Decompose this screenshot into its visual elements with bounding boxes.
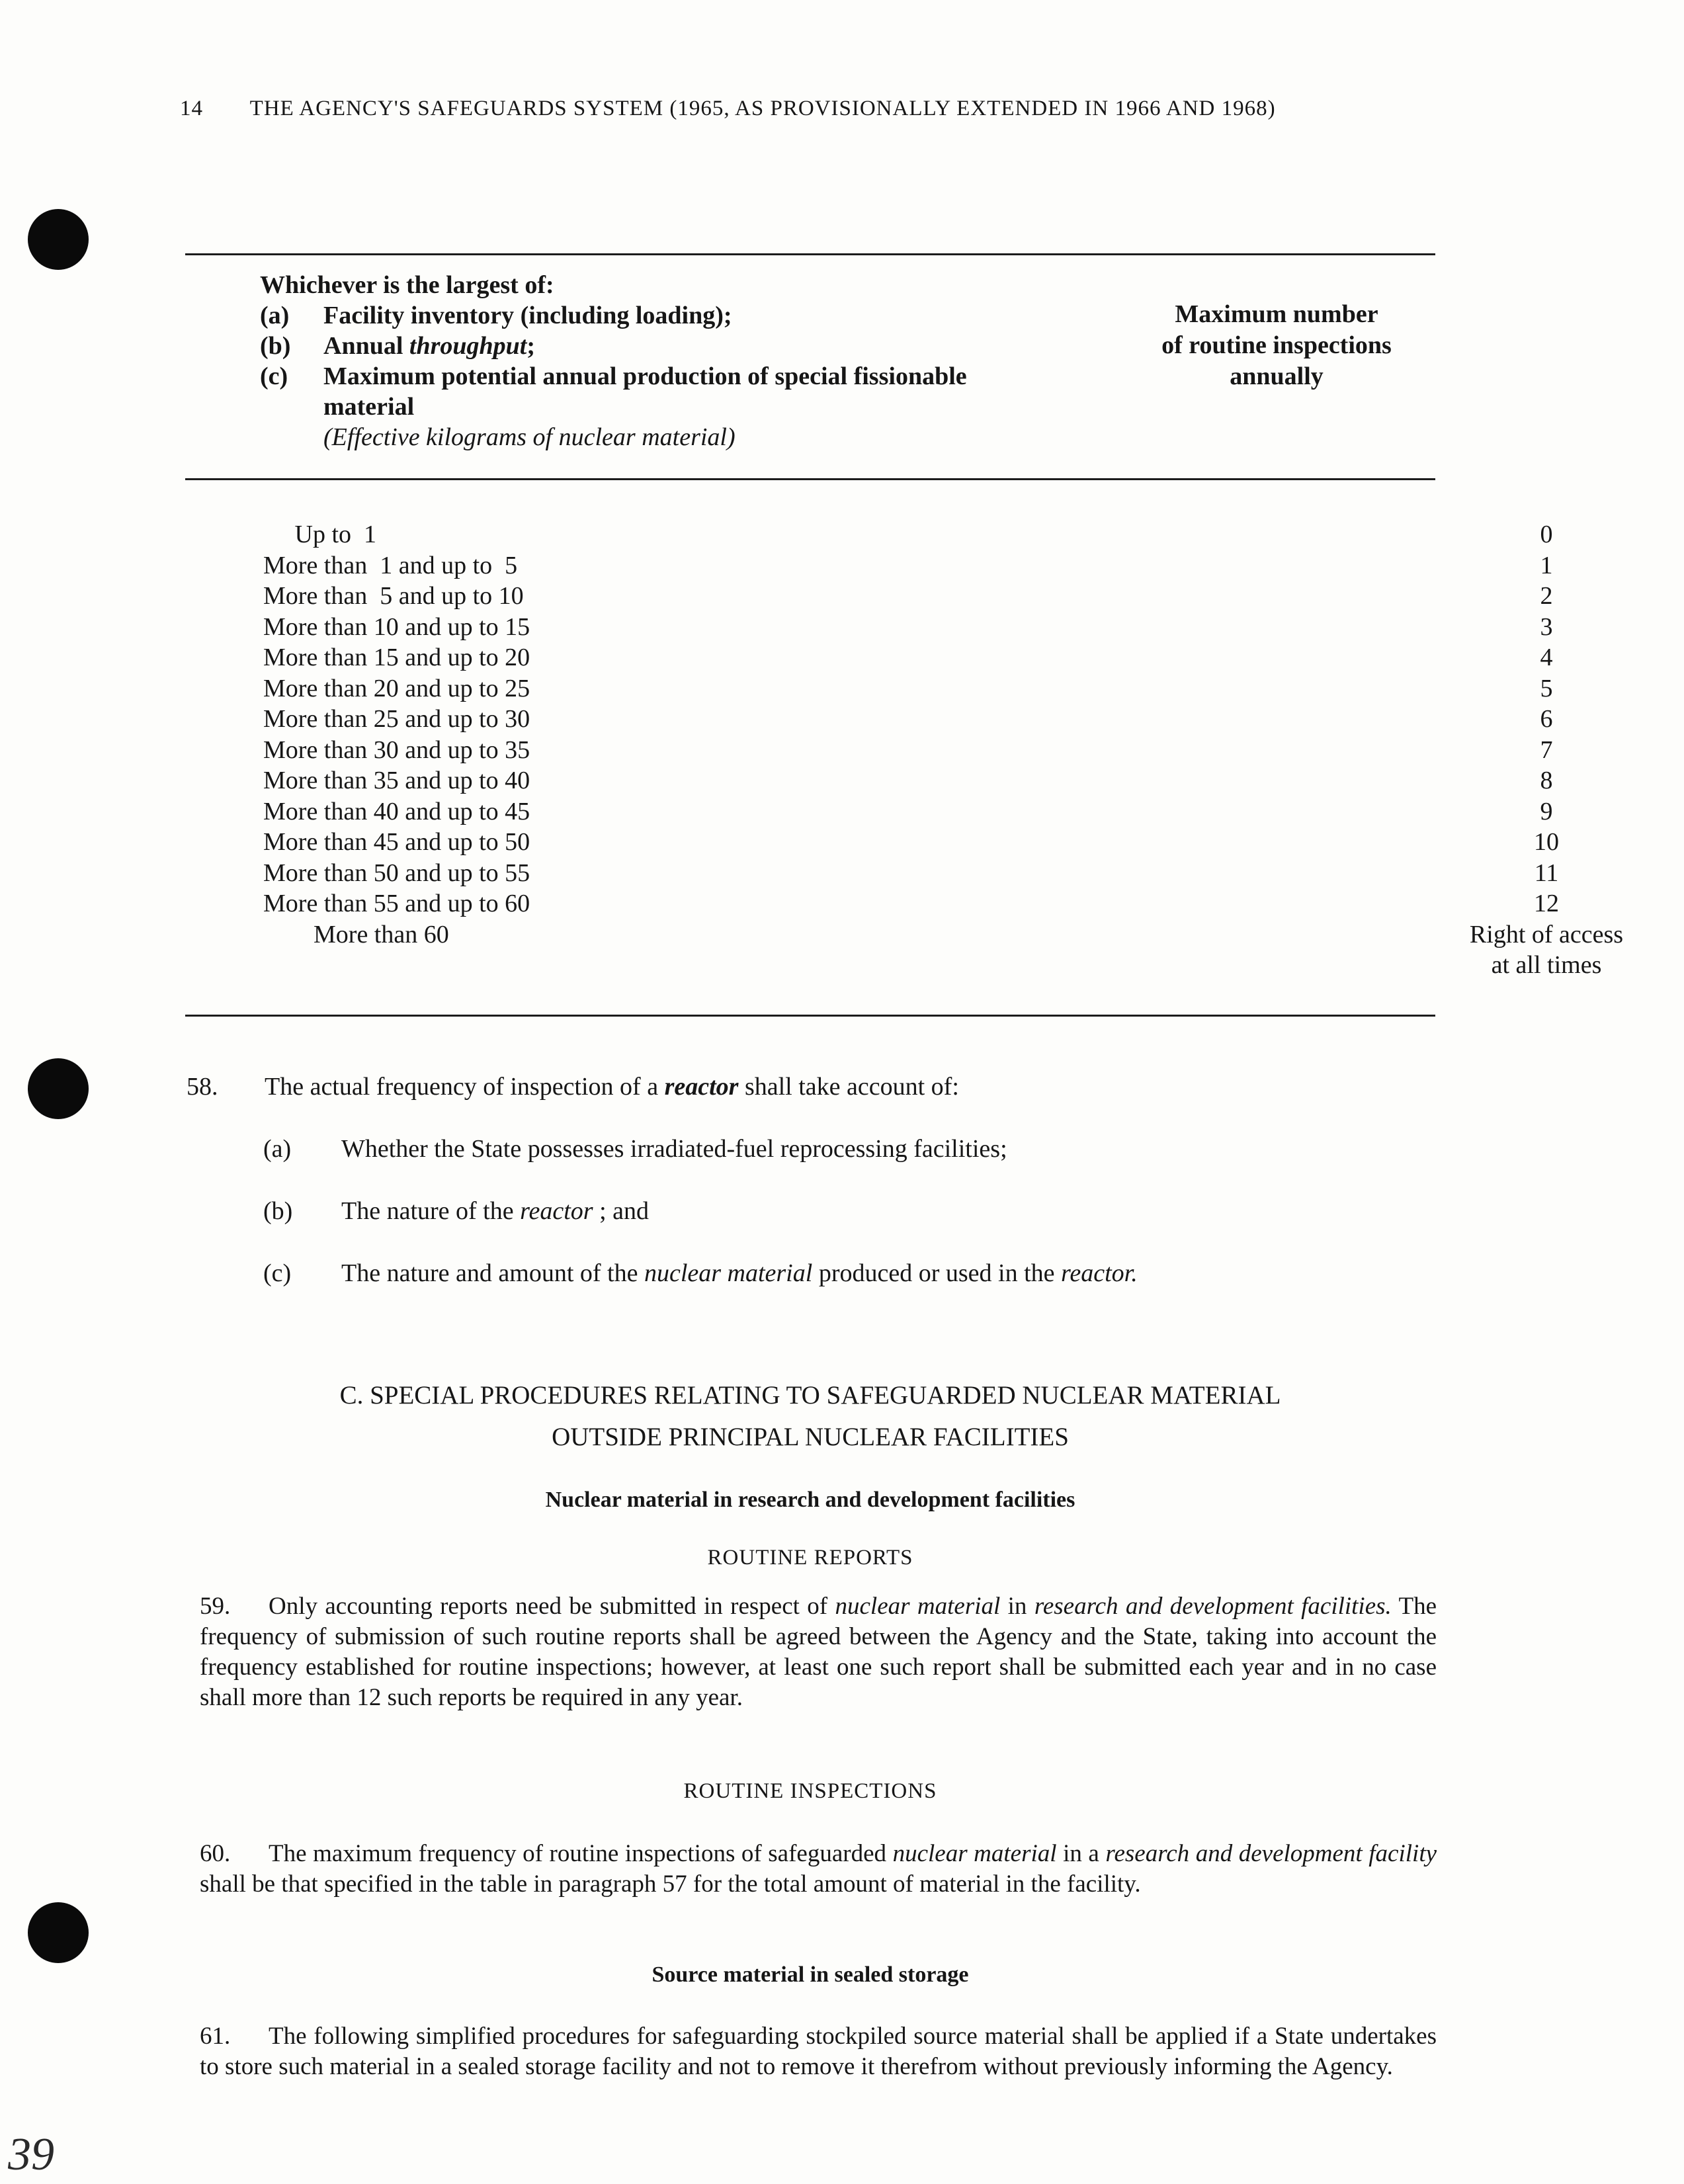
criteria-label: (a) xyxy=(260,302,290,329)
table-top-rule xyxy=(185,253,1435,255)
table-row xyxy=(263,581,1553,612)
range-cell: Up to 1 xyxy=(263,521,376,548)
count-cell: Right of access xyxy=(1469,920,1624,948)
paragraph-number: 59. xyxy=(200,1593,231,1620)
count-cell: 11 xyxy=(1534,859,1559,887)
p58-item-c xyxy=(263,1258,1138,1288)
criteria-label: (b) xyxy=(260,332,291,360)
range-cell: More than 40 and up to 45 xyxy=(263,797,530,825)
p58-item-b xyxy=(263,1196,649,1226)
page-number: 14 xyxy=(180,97,203,120)
paragraph-61 xyxy=(200,2021,1437,2082)
paragraph-italic: research and development facility xyxy=(1105,1840,1437,1867)
count-cell: 10 xyxy=(1534,828,1559,856)
column-header-line: Maximum number xyxy=(1175,300,1378,328)
running-head xyxy=(180,97,1276,121)
paragraph-number: 61. xyxy=(200,2023,231,2050)
item-italic: reactor. xyxy=(1061,1259,1138,1287)
table-row xyxy=(263,550,1553,581)
section-heading-line: C. SPECIAL PROCEDURES RELATING TO SAFEGUARDED NUCLEAR MATERIAL xyxy=(339,1381,1281,1409)
item-italic: reactor xyxy=(520,1197,593,1225)
item-text: ; and xyxy=(593,1197,650,1225)
table-row xyxy=(263,919,1624,950)
item-text: Whether the State possesses irradiated-fuel reprocessing facilities; xyxy=(341,1135,1007,1163)
item-text: produced or used in the xyxy=(812,1259,1061,1287)
count-cell: 8 xyxy=(1540,767,1553,794)
range-cell: More than 50 and up to 55 xyxy=(263,859,530,887)
item-label: (c) xyxy=(263,1259,292,1287)
table-row xyxy=(263,612,1553,643)
paragraph-text: Only accounting reports need be submitted in respect of xyxy=(269,1593,835,1620)
paragraph-italic: reactor xyxy=(664,1073,739,1101)
count-cell: 0 xyxy=(1540,521,1553,548)
range-cell: More than 35 and up to 40 xyxy=(263,767,530,794)
table-row xyxy=(263,519,1553,550)
subheading-sealed-storage: Source material in sealed storage xyxy=(652,1962,969,1987)
table-row xyxy=(263,858,1559,889)
count-cell: 6 xyxy=(1540,705,1553,733)
paragraph-text: in xyxy=(1000,1593,1034,1620)
item-text: The nature and amount of the xyxy=(341,1259,644,1287)
count-cell: 3 xyxy=(1540,612,1553,641)
punch-hole-top xyxy=(28,209,89,270)
count-cell: 4 xyxy=(1540,644,1553,671)
paragraph-italic: research and development facilities. xyxy=(1034,1593,1392,1620)
count-cell: at all times xyxy=(1491,951,1602,979)
running-title: THE AGENCY'S SAFEGUARDS SYSTEM (1965, AS PROVISIONALLY EXTENDED IN 1966 AND 1968) xyxy=(249,97,1276,120)
table-row-continuation xyxy=(263,950,1602,981)
section-heading-line: OUTSIDE PRINCIPAL NUCLEAR FACILITIES xyxy=(552,1423,1069,1451)
range-cell: More than 15 and up to 20 xyxy=(263,644,530,671)
criteria-text: Facility inventory (including loading); xyxy=(323,302,732,329)
table-row xyxy=(263,642,1553,673)
column-header-line: annually xyxy=(1230,362,1324,390)
criteria-label: (c) xyxy=(260,362,288,390)
paragraph-text: The following simplified procedures for safeguarding stockpiled source material shall be applied if a State undertakes to store such material in a sealed storage facility and not to remove it therefrom without previously informing the Agency. xyxy=(200,2023,1437,2080)
count-cell: 12 xyxy=(1534,890,1559,917)
range-cell: More than 55 and up to 60 xyxy=(263,890,530,917)
table-row xyxy=(263,888,1559,919)
punch-hole-bottom xyxy=(28,1902,89,1963)
count-cell: 1 xyxy=(1540,551,1553,579)
count-cell: 5 xyxy=(1540,674,1553,702)
table-row xyxy=(263,796,1553,827)
paragraph-text: shall be that specified in the table in paragraph 57 for the total amount of material in the facility. xyxy=(200,1870,1141,1898)
criteria-text-after: ; xyxy=(526,332,536,360)
table-row xyxy=(263,673,1553,704)
criteria-item xyxy=(260,300,1087,331)
range-cell: More than 45 and up to 50 xyxy=(263,828,530,856)
unit-note: (Effective kilograms of nuclear material) xyxy=(323,423,736,451)
range-cell: More than 5 and up to 10 xyxy=(263,582,524,610)
range-cell: More than 1 and up to 5 xyxy=(263,551,518,579)
item-label: (a) xyxy=(263,1135,292,1163)
subheading-research: Nuclear material in research and development facilities xyxy=(545,1488,1075,1512)
count-cell: 9 xyxy=(1540,797,1553,825)
table-row xyxy=(263,735,1553,766)
paragraph-text: The maximum frequency of routine inspections of safeguarded xyxy=(269,1840,893,1867)
heading-routine-reports: ROUTINE REPORTS xyxy=(707,1546,913,1570)
paragraph-italic: nuclear material xyxy=(835,1593,1001,1620)
heading-routine-inspections: ROUTINE INSPECTIONS xyxy=(683,1779,937,1803)
item-label: (b) xyxy=(263,1197,293,1225)
range-cell: More than 30 and up to 35 xyxy=(263,735,530,764)
paragraph-58 xyxy=(187,1071,1430,1102)
range-cell: More than 60 xyxy=(263,920,449,948)
item-italic: nuclear material xyxy=(644,1259,813,1287)
paragraph-60 xyxy=(200,1839,1437,1900)
range-cell: More than 20 and up to 25 xyxy=(263,674,530,702)
punch-hole-middle xyxy=(28,1058,89,1119)
paragraph-text: in a xyxy=(1056,1840,1106,1867)
paragraph-number: 58. xyxy=(187,1073,218,1101)
column-header-line: of routine inspections xyxy=(1161,331,1392,359)
column-header-max-inspections xyxy=(1131,299,1422,392)
paragraph-italic: nuclear material xyxy=(892,1840,1057,1867)
range-cell: More than 25 and up to 30 xyxy=(263,705,530,733)
criteria-text xyxy=(323,331,535,361)
p58-item-a xyxy=(263,1134,1007,1164)
criteria-text: Maximum potential annual production of special fissionable xyxy=(323,362,967,390)
table-row xyxy=(263,704,1553,735)
paragraph-text: The actual frequency of inspection of a xyxy=(265,1073,665,1101)
paragraph-59 xyxy=(200,1591,1437,1713)
criteria-text-italic: throughput xyxy=(409,332,527,360)
item-text: The nature of the xyxy=(341,1197,521,1225)
count-cell: 7 xyxy=(1540,735,1553,764)
handwritten-page-mark: 39 xyxy=(8,2129,54,2180)
section-c-heading xyxy=(185,1374,1435,1458)
table-criteria-header xyxy=(260,270,1087,452)
table-header-rule xyxy=(185,478,1435,480)
criteria-continuation: material xyxy=(323,393,415,421)
criteria-text-before: Annual xyxy=(323,332,409,360)
criteria-item xyxy=(260,361,1087,392)
criteria-intro: Whichever is the largest of: xyxy=(260,271,554,299)
table-bottom-rule xyxy=(185,1015,1435,1017)
count-cell: 2 xyxy=(1540,582,1553,610)
table-row xyxy=(263,827,1559,858)
paragraph-text: shall take account of: xyxy=(738,1073,959,1101)
criteria-item xyxy=(260,331,1087,361)
range-cell: More than 10 and up to 15 xyxy=(263,612,530,641)
paragraph-number: 60. xyxy=(200,1840,231,1867)
inspection-table-body xyxy=(263,519,1624,981)
table-row xyxy=(263,765,1553,796)
paragraph-text: The frequency of submission of such routine reports shall be agreed between the Agency and the State, taking into account the frequency established for routine inspections; however, at least one such report shall be submitted each year and in no case shall more than 12 such reports be required in any year. xyxy=(200,1593,1437,1711)
